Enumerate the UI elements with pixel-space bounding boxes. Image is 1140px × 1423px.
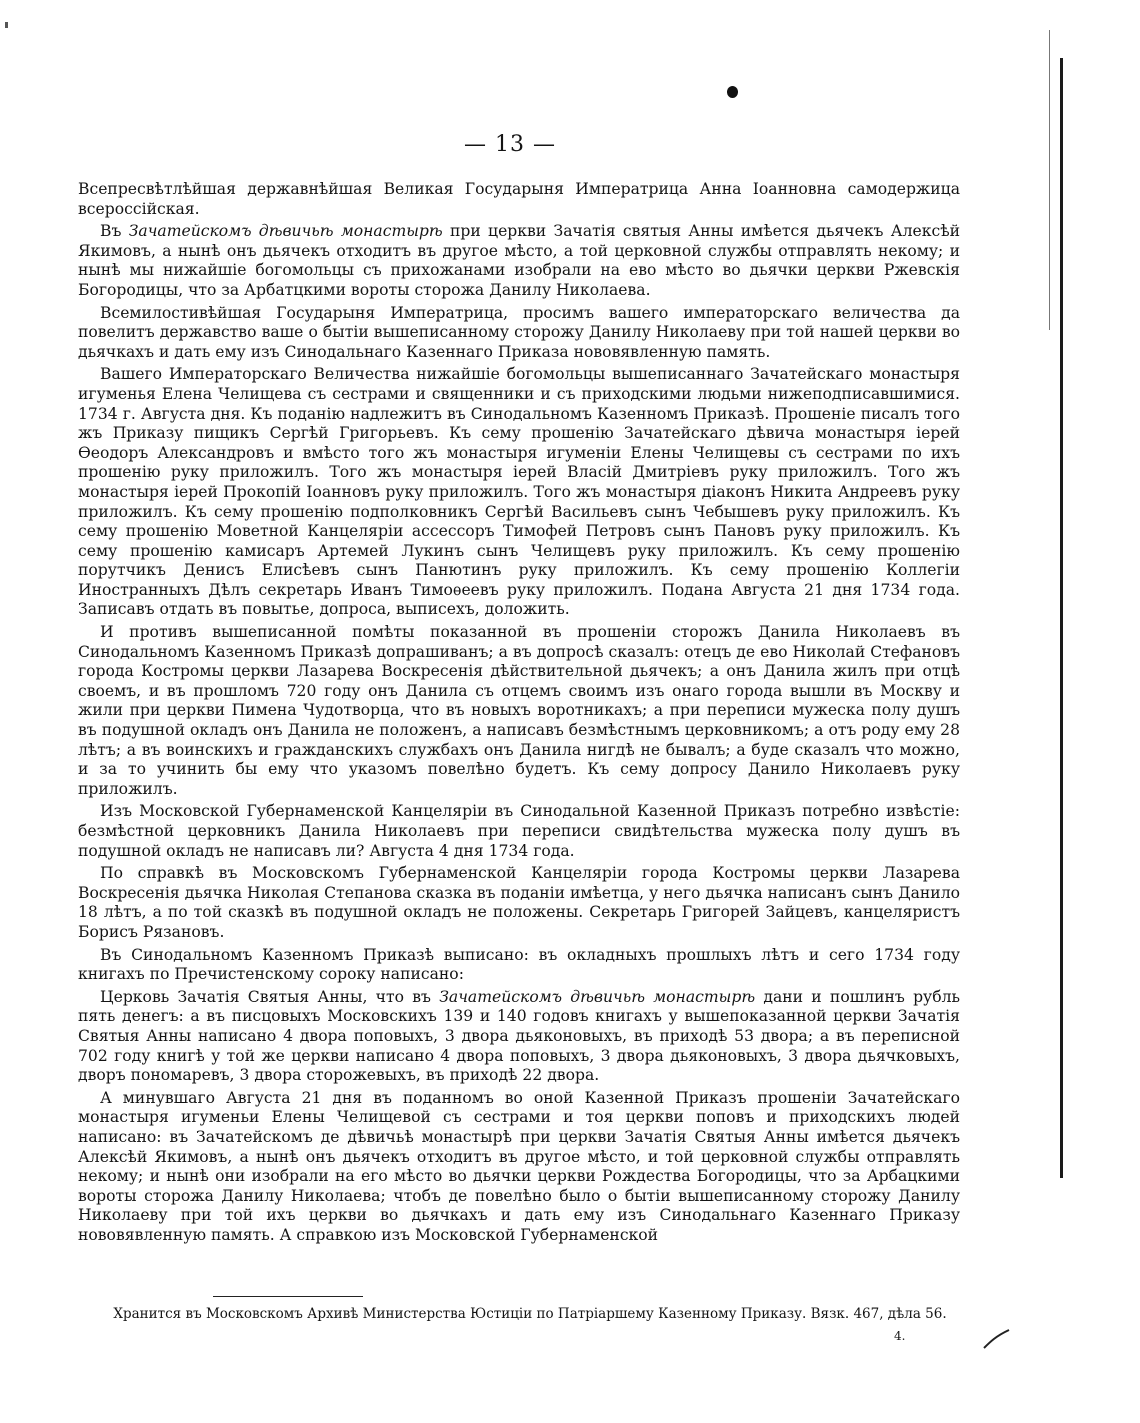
scan-edge-line — [1049, 30, 1050, 330]
text-run: И противъ вышеписанной помѣты показанной въ прошеніи сторожъ Данила Николаевъ въ Синодальномъ Казенномъ Приказѣ допрашиванъ; а въ допросѣ сказалъ: отецъ де ево Николай Стефановъ города Костромы церкви Лазарева Воскресенія дѣйствительной дьячекъ; а онъ Данила жилъ при отцѣ своемъ, и въ прошломъ 720 году онъ Данила съ отцемъ своимъ изъ онаго города вышли въ Москву и жили при церкви Пимена Чудотворца, что въ новыхъ воротникахъ; а при переписи мужеска полу душъ въ подушной окладъ онъ Данила не положенъ, а написавъ безмѣстнымъ церковникомъ; а отъ роду ему 28 лѣтъ; а въ воинскихъ и гражданскихъ службахъ онъ Данила нигдѣ не бывалъ; а буде сказалъ что можно, и за то учинить бы ему что указомъ повелѣно будетъ. Къ сему допросу Данило Николаевъ руку приложилъ. — [78, 623, 960, 798]
footnote: Хранится въ Московскомъ Архивѣ Министерства Юстиціи по Патріаршему Казенному Приказу. Вязк. 467, дѣла 56. — [113, 1306, 947, 1322]
italic-text: Зачатейскомъ дѣвичьѣ монастырѣ — [128, 222, 443, 241]
text-run: Всемилостивѣйшая Государыня Императрица, просимъ вашего императорскаго величества да повелитъ державство ваше о бытіи вышеписанному сторожу Данилу Николаеву при той нашей церкви во дьячкахъ и дать ему изъ Синодальнаго Казеннаго Приказа нововявленную память. — [78, 303, 960, 361]
paragraph — [78, 365, 960, 620]
ink-dot — [727, 86, 738, 98]
scan-speck — [5, 22, 8, 28]
paragraph — [78, 1089, 960, 1246]
paragraph — [78, 946, 960, 985]
page-number: — 13 — — [464, 132, 556, 157]
paragraph — [78, 864, 960, 942]
text-run: А минувшаго Августа 21 дня въ поданномъ во оной Казенной Приказъ прошеніи Зачатейскаго монастыря игуменьи Елены Челищевой съ сестрами и тоя церкви поповъ и приходскихъ людей написано: въ Зачатейскомъ де дѣвичьѣ монастырѣ при церкви Зачатія Святыя Анны имѣется дьячекъ Алексѣй Якимовъ, а нынѣ онъ дьячекъ отходитъ въ другое мѣсто, и той церковной службы отправлять некому; и нынѣ они изобрали на его мѣсто во дьячки церкви Рождества Богородицы, что за Арбацкими вороты сторожа Данилу Николаева; чтобъ де повелѣно было о бытіи вышеписанному сторожу Данилу Николаеву при той ихъ церкви во дьячкахъ и дать ему изъ Синодальнаго Казеннаго Приказу нововявленную память. А справкою изъ Московской Губернаменской — [78, 1088, 960, 1244]
text-run: дани и пошлинъ рубль пять денегъ: а въ писцовыхъ Московскихъ 139 и 140 годовъ книгахъ у вышепоказанной церкви Зачатія Святыя Анны написано 4 двора поповыхъ, 3 двора дьяконовыхъ, въ приходѣ 53 двора; а въ переписной 702 году книгѣ у той же церкви написано 4 двора поповыхъ, 3 двора дьяконовыхъ, 3 двора дьячковыхъ, дворъ пономаревъ, 3 двора сторожевыхъ, въ приходѣ 22 двора. — [78, 987, 961, 1085]
text-run: Изъ Московской Губернаменской Канцеляріи въ Синодальной Казенной Приказъ потребно извѣстіе: безмѣстной церковникъ Данила Николаевъ при переписи свидѣтельства мужеска полу душъ въ подушной окладъ не написавъ ли? Августа 4 дня 1734 года. — [78, 802, 960, 860]
pen-stroke-mark — [982, 1327, 1012, 1351]
paragraph — [78, 988, 960, 1086]
italic-text: Зачатейскомъ дѣвичьѣ монастырѣ — [439, 987, 756, 1006]
text-run: Всепресвѣтлѣйшая державнѣйшая Великая Государыня Императрица Анна Іоанновна самодержица всероссійская. — [78, 180, 960, 218]
paragraph — [78, 623, 960, 799]
signature-mark: 4. — [894, 1329, 906, 1343]
body-text — [78, 180, 960, 1248]
paragraph — [78, 180, 960, 219]
paragraph — [78, 802, 960, 861]
text-run: Церковь Зачатія Святыя Анны, что въ — [100, 987, 440, 1006]
text-run: Въ Синодальномъ Казенномъ Приказѣ выписано: въ окладныхъ прошлыхъ лѣтъ и сего 1734 году книгахъ по Пречистенскому сороку написано: — [78, 945, 960, 984]
text-run: Въ — [100, 222, 129, 241]
paragraph — [78, 304, 960, 363]
text-run: Вашего Императорскаго Величества нижайшіе богомольцы вышеписаннаго Зачатейскаго монастыря игуменья Елена Челищева съ сестрами и священники и съ приходскими людьми нижеподписавшимися. 1734 г. Августа дня. Къ поданію надлежитъ въ Синодальномъ Казенномъ Приказѣ. Прошеніе писалъ того жъ Приказу пищикъ Сергѣй Григорьевъ. Къ сему прошенію Зачатейскаго дѣвича монастыря іерей Ѳеодоръ Александровъ и вмѣсто того жъ монастыря игуменіи Елены Челищевы съ сестрами по ихъ прошенію руку приложилъ. Того жъ монастыря іерей Власій Дмитріевъ руку приложилъ. Того жъ монастыря іерей Прокопій Іоанновъ руку приложилъ. Того жъ монастыря діаконъ Никита Андреевъ руку приложилъ. Къ сему прошенію подполковникъ Сергѣй Васильевъ сынъ Чебышевъ руку приложилъ. Къ сему прошенію Моветной Канцеляріи ассессоръ Тимофей Петровъ сынъ Пановъ руку приложилъ. Къ сему прошенію камисаръ Артемей Лукинъ сынъ Челищевъ руку приложилъ. Къ сему прошенію порутчикъ Денисъ Елисѣевъ сынъ Панютинъ руку приложилъ. Къ сему прошенію Коллегіи Иностранныхъ Дѣлъ секретарь Иванъ Тимоѳеевъ руку приложилъ. Подана Августа 21 дня 1734 года. Записавъ отдать въ повытье, допроса, выписехъ, доложить. — [78, 365, 960, 619]
text-run: при церкви Зачатія святыя Анны имѣется дьячекъ Алексѣй Якимовъ, а нынѣ онъ дьячекъ отходитъ въ другое мѣсто, а той церковной службы отправлять некому; и нынѣ мы нижайшіе богомольцы съ прихожанами изобрали на ево мѣсто во дьячки церкви Ржевскія Богородицы, что за Арбатцкими вороты сторожа Данилу Николаева. — [78, 222, 960, 299]
binding-edge-line — [1060, 58, 1063, 1178]
footnote-rule — [213, 1296, 363, 1297]
paragraph — [78, 222, 960, 300]
text-run: По справкѣ въ Московскомъ Губернаменской Канцеляріи города Костромы церкви Лазарева Воскресенія дьячка Николая Степанова сказка въ поданіи имѣетца, у него дьячка написанъ сынъ Данило 18 лѣтъ, а по той сказкѣ въ подушной окладъ не положены. Секретарь Григорей Зайцевъ, канцеляристъ Борисъ Рязановъ. — [78, 864, 960, 941]
